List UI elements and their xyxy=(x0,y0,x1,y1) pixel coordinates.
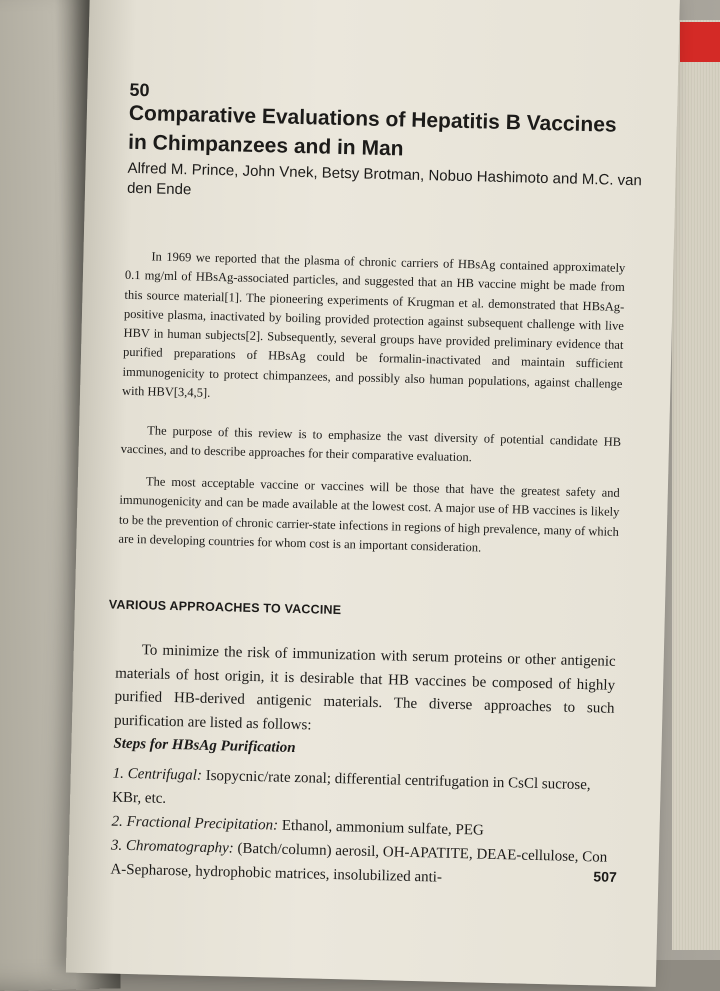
steps-heading: Steps for HBsAg Purification xyxy=(113,735,296,757)
step-text: Isopycnic/rate zonal; differential centrifugation in CsCl sucrose, KBr, etc. xyxy=(111,767,591,807)
chapter-authors: Alfred M. Prince, John Vnek, Betsy Brotman, Nobuo Hashimoto and M.C. van den Ende xyxy=(126,159,643,199)
page-edges xyxy=(672,20,720,950)
section-heading: VARIOUS APPROACHES TO VACCINE xyxy=(108,597,342,618)
step-text: Ethanol, ammonium sulfate, PEG xyxy=(281,817,485,839)
book-page xyxy=(66,0,680,987)
page-number: 507 xyxy=(593,868,617,885)
chapter-title: Comparative Evaluations of Hepatitis B Vaccines in Chimpanzees and in Man xyxy=(127,101,617,161)
intro-paragraph: In 1969 we reported that the plasma of chronic carriers of HBsAg contained approximately 0.1 mg/ml of HBsAg-associated particles, and suggested that an HB vaccine might be made from this source material[1]. The pioneering experiments of Krugman et al. demonstrated that HBsAg-positive plasma, inactivated by boiling provided protection against subsequent challenge with live HBV in human subjects[2]. Subsequently, several groups have provided preliminary evidence that purified preparations of HBsAg could be formalin-inactivated and maintain sufficient immunogenicity to protect chimpanzees, and possibly also human populations, against challenge with HBV[3,4,5]. xyxy=(121,249,626,400)
steps-list xyxy=(110,762,613,894)
step-label: 1. Centrifugal: xyxy=(112,765,203,784)
section-paragraph: To minimize the risk of immunization with serum proteins or other antigenic materials of host origin, it is desirable that HB vaccines be composed of highly purified HB-derived antigenic materials. The diverse approaches to such purification are listed as follows: xyxy=(113,642,616,733)
red-book-cover xyxy=(680,22,720,62)
chapter-number: 50 xyxy=(129,79,150,101)
step-label: 3. Chromatography: xyxy=(110,837,234,857)
intro-paragraph: The purpose of this review is to emphasize the vast diversity of potential candidate HB vaccines, and to describe approaches for their comparative evaluation. xyxy=(120,423,622,465)
intro-paragraph: The most acceptable vaccine or vaccines will be those that have the greatest safety and immunogenicity and can be made available at the lowest cost. A major use of HB vaccines is likely to be the prevention of chronic carrier-state infections in regions of high prevalence, many of which are in developing countries for whom cost is an important consideration. xyxy=(118,474,620,555)
step-label: 2. Fractional Precipitation: xyxy=(111,813,279,834)
step-text: (Batch/column) aerosil, OH-APATITE, DEAE-cellulose, Con A-Sepharose, hydrophobic matrices, insolubilized anti- xyxy=(110,840,608,886)
